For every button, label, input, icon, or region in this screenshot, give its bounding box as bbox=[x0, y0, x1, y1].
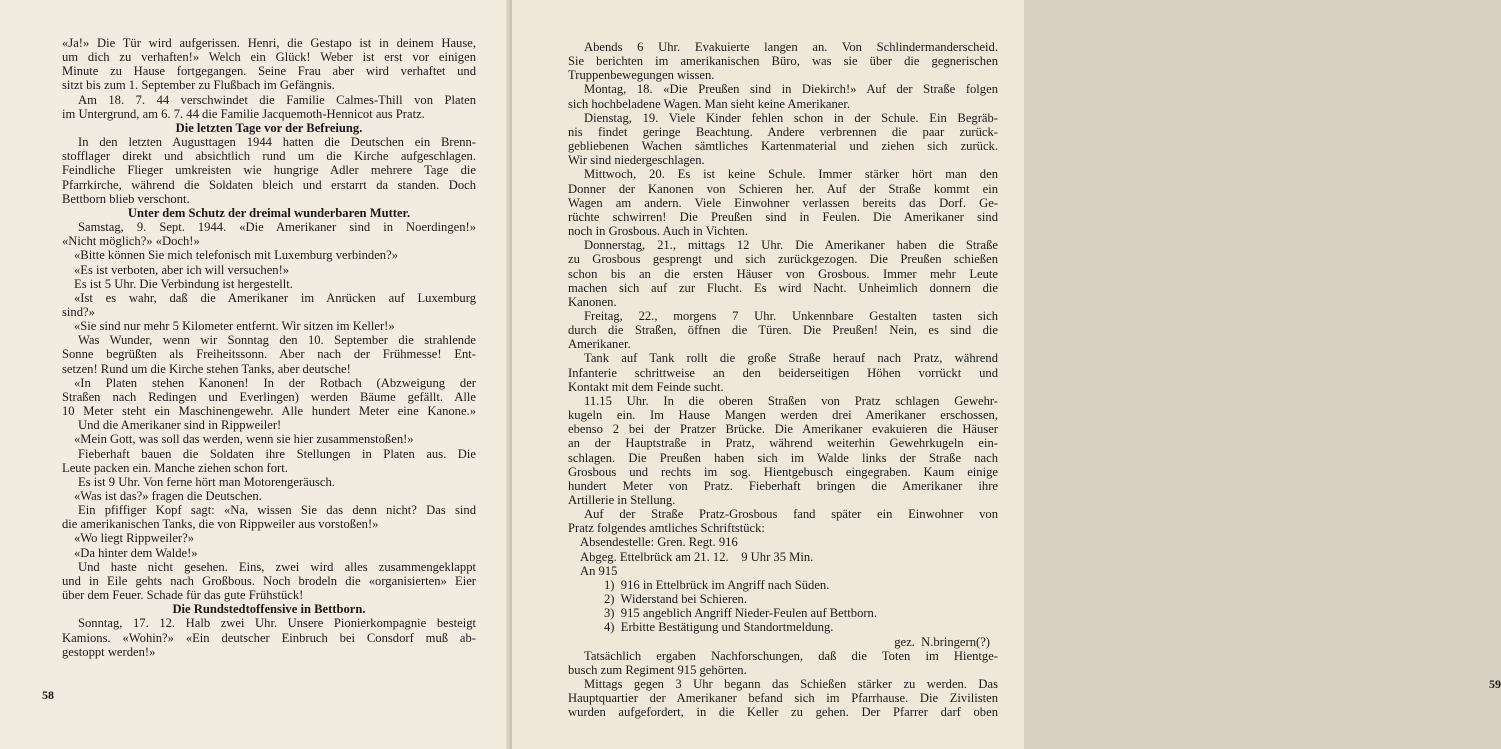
text-line: machen sich auf zur Flucht. Es wird Nacht. Unheimlich donnern die bbox=[568, 280, 998, 295]
text-line: gestoppt werden!» bbox=[62, 644, 156, 659]
text-line: sich hochbeladene Wagen. Man sieht keine Amerikaner. bbox=[568, 96, 851, 111]
text-line: Auf der Straße Pratz-Grosbous fand später ein Einwohner von bbox=[584, 507, 998, 522]
text-line: zu Grosbous gesprengt und sich zurückgezogen. Die Preußen schießen bbox=[568, 252, 998, 267]
text-line: Bettborn blieb verschont. bbox=[62, 191, 190, 206]
text-line: Ein pfiffiger Kopf sagt: «Na, wissen Sie das denn nicht? Das sind bbox=[78, 503, 476, 518]
text-line: «Da hinter dem Walde!» bbox=[74, 545, 198, 560]
text-line: Straßen nach Redingen und Everlingen) werden Bäume gefällt. Alle bbox=[62, 389, 476, 404]
text-line: Artillerie in Stellung. bbox=[568, 493, 676, 507]
left-page bbox=[0, 0, 510, 749]
page-number: 58 bbox=[42, 688, 54, 702]
text-line: 11.15 Uhr. In die oberen Straßen von Pratz schlagen Gewehr- bbox=[584, 393, 998, 408]
text-line: gebliebenen Wachen sämtliches Kartenmaterial und ziehen sich zurück. bbox=[568, 139, 998, 154]
text-line: sind?» bbox=[62, 304, 95, 319]
text-line: «Ist es wahr, daß die Amerikaner im Anrücken auf Luxemburg bbox=[74, 290, 476, 305]
document-list-item: 4) Erbitte Bestätigung und Standortmeldung. bbox=[604, 620, 834, 635]
text-line: sitzt bis zum 1. September zu Flußbach im Gefängnis. bbox=[62, 78, 335, 93]
text-line: Dienstag, 19. Viele Kinder fehlen schon in der Schule. Ein Begräb- bbox=[584, 110, 998, 125]
document-line: Absendestelle: Gren. Regt. 916 bbox=[580, 535, 738, 550]
text-line: Leute packen ein. Manche ziehen schon fort. bbox=[62, 460, 288, 475]
text-line: stofflager direkt und absichtlich rund um die Kirche aufgeschlagen. bbox=[62, 149, 476, 164]
document-list-item: 2) Widerstand bei Schieren. bbox=[604, 592, 747, 607]
text-line: Kamions. «Wohin?» «Ein deutscher Einbruch bei Consdorf muß ab- bbox=[62, 630, 476, 645]
text-line: Infanterie schrittweise an den beiderseitigen Höhen vorrückt und bbox=[568, 365, 998, 380]
document-line: Abgeg. Ettelbrück am 21. 12. 9 Uhr 35 Min. bbox=[580, 549, 814, 564]
text-line: setzen! Rund um die Kirche stehen Tanks, aber deutsche! bbox=[62, 361, 351, 376]
text-line: Sonne begrüßten als Freiheitssonn. Aber nach der Frühmesse! Ent- bbox=[62, 347, 476, 362]
text-line: Wagen am andern. Viele Einwohner verlassen bereits das Dorf. Ge- bbox=[568, 195, 998, 210]
text-line: Es ist 9 Uhr. Von ferne hört man Motorengeräusch. bbox=[78, 474, 335, 489]
text-line: Amerikaner. bbox=[568, 337, 631, 352]
text-line: um dich zu verhaften!» Welch ein Glück! Weber ist erst vor einigen bbox=[62, 50, 476, 65]
text-line: «Sie sind nur mehr 5 Kilometer entfernt. Wir sitzen im Keller!» bbox=[74, 319, 395, 334]
text-line: «Es ist verboten, aber ich will versuchen!» bbox=[74, 262, 290, 277]
text-line: Kanonen. bbox=[568, 294, 617, 309]
text-line: hundert Meter von Pratz. Fieberhaft bringen die Amerikaner ihre bbox=[568, 478, 998, 493]
text-line: ebenso 2 bei der Pratzer Brücke. Die Amerikaner evakuieren die Häuser bbox=[568, 422, 998, 437]
text-line: und in Eile gehts nach Großbous. Noch brodeln die «organisierten» Eier bbox=[62, 573, 476, 588]
text-line: wurden aufgefordert, in die Keller zu gehen. Der Pfarrer darf oben bbox=[568, 705, 998, 720]
text-line: im Untergrund, am 6. 7. 44 die Familie Jacquemoth-Hennicot aus Pratz. bbox=[62, 106, 425, 121]
text-line: rüchte schwirren! Die Preußen sind in Feulen. Die Amerikaner sind bbox=[568, 209, 998, 224]
text-line: Am 18. 7. 44 verschwindet die Familie Calmes-Thill von Platen bbox=[78, 92, 476, 107]
text-line: Tatsächlich ergaben Nachforschungen, daß die Toten im Hientge- bbox=[584, 648, 998, 663]
section-heading: Unter dem Schutz der dreimal wunderbaren Mutter. bbox=[127, 205, 411, 220]
text-line: noch in Grosbous. Auch in Vichten. bbox=[568, 224, 748, 239]
text-line: Pratz folgendes amtliches Schriftstück: bbox=[568, 521, 765, 536]
section-heading: Die letzten Tage vor der Befreiung. bbox=[175, 120, 363, 135]
text-line: Donnerstag, 21., mittags 12 Uhr. Die Amerikaner haben die Straße bbox=[584, 238, 998, 253]
text-line: Samstag, 9. Sept. 1944. «Die Amerikaner sind in Noerdingen!» bbox=[78, 220, 476, 235]
text-line: «Ja!» Die Tür wird aufgerissen. Henri, die Gestapo ist in deinem Hause, bbox=[62, 36, 476, 50]
text-line: busch zum Regiment 915 gehörten. bbox=[568, 662, 747, 677]
text-line: Donner der Kanonen von Schieren her. Auf der Straße kommt ein bbox=[568, 181, 998, 196]
text-line: nis findet geringe Beachtung. Andere verbrennen die paar zurück- bbox=[568, 124, 998, 139]
text-line: Fieberhaft bauen die Soldaten ihre Stellungen in Platen aus. Die bbox=[78, 446, 476, 461]
text-line: Abends 6 Uhr. Evakuierte langen an. Von Schlindermanderscheid. bbox=[584, 40, 998, 54]
text-line: Grosbous und rechts im sog. Hientgebusch eingegraben. Kaum einige bbox=[568, 464, 998, 479]
text-line: Feindliche Flieger umkreisten wie hungrige Adler mehrere Tage die bbox=[62, 163, 476, 178]
left-page-text bbox=[62, 36, 476, 659]
right-page-text bbox=[568, 40, 998, 720]
text-line: an der Hauptstraße in Pratz, während weiterhin Gewehrkugeln ein- bbox=[568, 436, 998, 451]
text-line: «Bitte können Sie mich telefonisch mit Luxemburg verbinden?» bbox=[74, 248, 398, 263]
text-line: Hauptquartier der Amerikaner befand sich im Pfarrhause. Die Zivilisten bbox=[568, 691, 998, 706]
text-line: die amerikanischen Tanks, die von Rippweiler aus vorstoßen!» bbox=[62, 517, 379, 532]
text-line: über dem Feuer. Schade für das gute Frühstück! bbox=[62, 588, 304, 603]
text-line: «Mein Gott, was soll das werden, wenn sie hier zusammenstoßen!» bbox=[74, 432, 414, 447]
text-line: «Was ist das?» fragen die Deutschen. bbox=[74, 489, 262, 503]
text-line: Pfarrkirche, während die Soldaten bleich und erstarrt da standen. Doch bbox=[62, 177, 476, 192]
document-signature: gez. N.bringern(?) bbox=[894, 634, 990, 649]
text-line: kugeln ein. Im Hause Mangen werden drei Amerikaner erschossen, bbox=[568, 408, 998, 423]
text-line: 10 Meter steht ein Maschinengewehr. Alle hundert Meter eine Kanone.» bbox=[62, 404, 476, 419]
text-line: Es ist 5 Uhr. Die Verbindung ist hergestellt. bbox=[74, 276, 293, 291]
text-line: Minute zu Hause fortgegangen. Seine Frau aber wird verhaftet und bbox=[62, 64, 476, 79]
text-line: In den letzten Augusttagen 1944 hatten die Deutschen ein Brenn- bbox=[78, 135, 476, 150]
text-line: Tank auf Tank rollt die große Straße herauf nach Pratz, während bbox=[584, 351, 998, 366]
text-line: Sonntag, 17. 12. Halb zwei Uhr. Unsere Pionierkompagnie besteigt bbox=[78, 616, 476, 631]
section-heading: Die Rundstedtoffensive in Bettborn. bbox=[172, 602, 366, 617]
text-line: Sie berichten im amerikanischen Büro, was sie über die gegnerischen bbox=[568, 54, 998, 69]
document-list-item: 3) 915 angeblich Angriff Nieder-Feulen auf Bettborn. bbox=[604, 606, 878, 621]
document-list-item: 1) 916 in Ettelbrück im Angriff nach Süden. bbox=[604, 577, 830, 592]
text-line: Mittwoch, 20. Es ist keine Schule. Immer stärker hört man den bbox=[584, 167, 998, 182]
text-line: «In Platen stehen Kanonen! In der Rotbach (Abzweigung der bbox=[74, 375, 476, 390]
text-line: Wir sind niedergeschlagen. bbox=[568, 153, 705, 168]
text-line: Und die Amerikaner sind in Rippweiler! bbox=[78, 418, 282, 433]
text-line: schlagen. Die Preußen haben sich im Walde links der Straße nach bbox=[568, 450, 998, 465]
text-line: Freitag, 22., morgens 7 Uhr. Unkennbare Gestalten tasten sich bbox=[584, 308, 998, 323]
text-line: schon bis an die ersten Häuser von Grosbous. Immer mehr Leute bbox=[568, 266, 998, 281]
document-line: An 915 bbox=[580, 563, 618, 578]
page-number: 59 bbox=[1489, 677, 1501, 691]
right-page bbox=[512, 0, 1501, 749]
text-line: «Nicht möglich?» «Doch!» bbox=[62, 234, 200, 249]
text-line: Was Wunder, wenn wir Sonntag den 10. September die strahlende bbox=[78, 333, 476, 348]
text-line: Mittags gegen 3 Uhr begann das Schießen stärker zu werden. Das bbox=[584, 677, 998, 692]
text-line: Kontakt mit dem Feinde sucht. bbox=[568, 379, 724, 394]
text-line: «Wo liegt Rippweiler?» bbox=[74, 531, 194, 546]
text-line: Truppenbewegungen wissen. bbox=[568, 68, 715, 83]
text-line: Und haste nicht gesehen. Eins, zwei wird alles zusammengeklappt bbox=[78, 559, 476, 574]
text-line: durch die Straßen, öffnen die Türen. Die Preußen! Nein, es sind die bbox=[568, 323, 998, 338]
text-line: Montag, 18. «Die Preußen sind in Diekirch!» Auf der Straße folgen bbox=[584, 82, 998, 97]
